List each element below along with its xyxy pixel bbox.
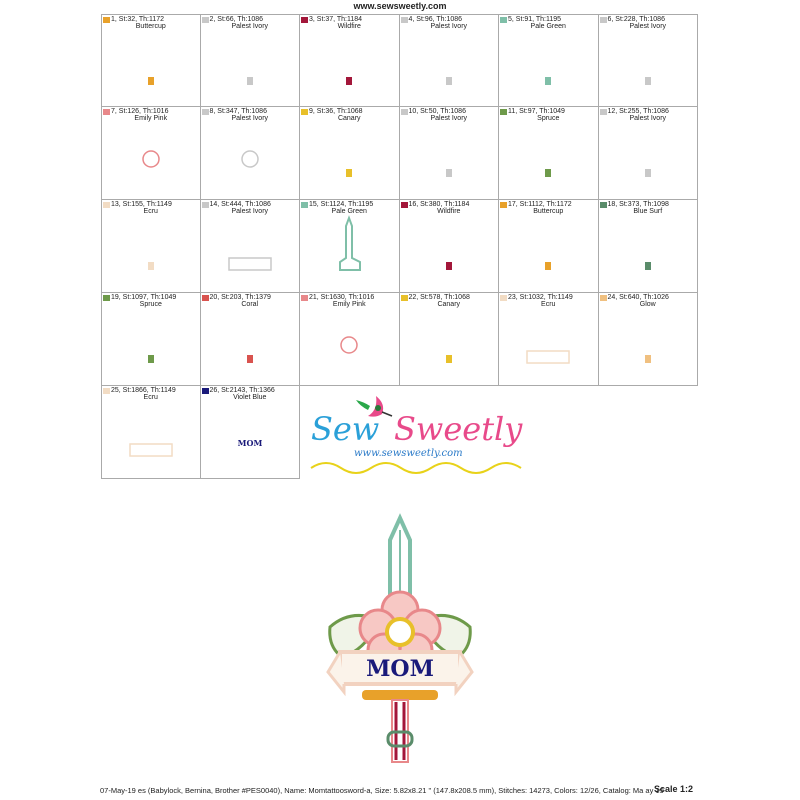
color-cell <box>201 200 301 293</box>
thread-name: Ecru <box>143 208 158 215</box>
thread-name: Spruce <box>139 301 162 308</box>
color-stitch-info: 25, St:1866, Th:1149 <box>111 387 176 394</box>
color-stitch-info: 3, St:37, Th:1184 <box>309 16 363 23</box>
stitch-preview <box>201 200 299 292</box>
thread-name: Pale Green <box>331 208 367 215</box>
stitch-preview <box>599 293 697 385</box>
thread-name: Emily Pink <box>332 301 366 308</box>
thread-name: Buttercup <box>135 23 166 30</box>
color-stitch-info: 8, St:347, Th:1086 <box>209 108 267 115</box>
thread-name: Palest Ivory <box>430 23 468 30</box>
stitch-preview <box>201 293 299 385</box>
color-cell <box>201 107 301 200</box>
site-url: www.sewsweetly.com <box>353 1 447 11</box>
stitch-preview <box>300 293 398 385</box>
stitch-preview <box>300 15 398 107</box>
color-stitch-info: 12, St:255, Th:1086 <box>607 108 669 115</box>
color-stitch-info: 2, St:66, Th:1086 <box>209 16 264 23</box>
color-stitch-info: 14, St:444, Th:1086 <box>209 201 271 208</box>
thread-name: Palest Ivory <box>231 115 269 122</box>
color-cell <box>101 200 201 293</box>
color-cell <box>300 200 400 293</box>
color-cell <box>101 107 201 200</box>
color-stitch-info: 5, St:91, Th:1195 <box>508 16 562 23</box>
thread-name: Violet Blue <box>233 394 267 401</box>
thread-name: Coral <box>241 301 259 308</box>
color-stitch-info: 9, St:36, Th:1068 <box>309 108 363 115</box>
footer-info: 07-May-19 es (Babylock, Bernina, Brother #PES0040), Name: Momtattoosword-a, Size: 5.82x8.21 " (147.8x208.5 mm), Stitches: 14273, Colors: 12/26, Catalog: Ma ay 19 <box>100 786 664 795</box>
stitch-preview <box>102 293 200 385</box>
thread-name: Emily Pink <box>134 115 168 122</box>
color-stitch-info: 19, St:1097, Th:1049 <box>111 294 177 301</box>
color-cell <box>599 200 699 293</box>
crossguard <box>362 690 438 700</box>
stitch-preview <box>300 200 398 292</box>
color-cell <box>499 14 599 107</box>
color-stitch-info: 15, St:1124, Th:1195 <box>309 201 374 208</box>
color-stitch-info: 22, St:578, Th:1068 <box>408 294 470 301</box>
color-stitch-info: 1, St:32, Th:1172 <box>111 16 165 23</box>
color-cell <box>201 14 301 107</box>
thread-name: Canary <box>437 301 461 308</box>
stitch-preview <box>201 15 299 107</box>
thread-name: Spruce <box>537 115 560 122</box>
color-cell <box>300 293 400 386</box>
stitch-preview <box>201 107 299 199</box>
thread-name: Palest Ivory <box>231 23 269 30</box>
color-cell <box>300 14 400 107</box>
thread-name: Palest Ivory <box>231 208 269 215</box>
stitch-preview <box>102 15 200 107</box>
svg-text:www.sewsweetly.com: www.sewsweetly.com <box>354 448 463 459</box>
scale-label: Scale 1:2 <box>654 784 694 794</box>
color-cell <box>101 14 201 107</box>
svg-text:Sweetly: Sweetly <box>394 410 523 448</box>
color-cell <box>300 107 400 200</box>
color-stitch-info: 23, St:1032, Th:1149 <box>508 294 573 301</box>
stitch-preview <box>400 200 498 292</box>
color-cell <box>499 293 599 386</box>
svg-text:Sew: Sew <box>311 410 380 448</box>
stitch-preview <box>599 15 697 107</box>
thread-name: Wildfire <box>337 23 361 30</box>
thread-name: Wildfire <box>437 208 461 215</box>
color-cell <box>201 293 301 386</box>
stitch-preview <box>599 107 697 199</box>
thread-name: Palest Ivory <box>629 23 667 30</box>
color-stitch-info: 6, St:228, Th:1086 <box>607 16 665 23</box>
color-cell <box>499 107 599 200</box>
color-stitch-info: 4, St:96, Th:1086 <box>408 16 463 23</box>
sew-sweetly-logo <box>306 388 536 478</box>
thread-name: Buttercup <box>533 208 564 215</box>
color-cell <box>400 200 500 293</box>
cell-mom-text: MOM <box>237 438 262 448</box>
stitch-preview <box>400 293 498 385</box>
color-stitch-info: 7, St:126, Th:1016 <box>111 108 169 115</box>
color-cell <box>201 386 301 479</box>
stitch-preview <box>400 15 498 107</box>
color-stitch-info: 24, St:640, Th:1026 <box>607 294 669 301</box>
stitch-preview <box>599 200 697 292</box>
stitch-preview <box>102 200 200 292</box>
thread-name: Ecru <box>541 301 556 308</box>
thread-name: Canary <box>337 115 361 122</box>
stitch-preview <box>300 107 398 199</box>
color-cell <box>101 386 201 479</box>
color-stitch-info: 20, St:203, Th:1379 <box>209 294 271 301</box>
stitch-preview <box>499 15 597 107</box>
color-cell <box>599 293 699 386</box>
stitch-preview <box>499 293 597 385</box>
stitch-preview <box>102 107 200 199</box>
banner-text: MOM <box>366 656 434 682</box>
thread-name: Palest Ivory <box>430 115 468 122</box>
stitch-preview <box>499 200 597 292</box>
color-stitch-info: 10, St:50, Th:1086 <box>408 108 466 115</box>
color-cell <box>599 107 699 200</box>
color-stitch-info: 16, St:380, Th:1184 <box>408 201 470 208</box>
color-stitch-info: 17, St:1112, Th:1172 <box>508 201 572 208</box>
color-cell <box>499 200 599 293</box>
stitch-preview <box>102 386 200 478</box>
color-stitch-info: 26, St:2143, Th:1366 <box>209 387 275 394</box>
color-cell <box>599 14 699 107</box>
thread-name: Blue Surf <box>633 208 663 215</box>
color-cell <box>101 293 201 386</box>
color-cell <box>400 293 500 386</box>
color-cell <box>400 14 500 107</box>
embroidery-design-preview <box>300 512 500 782</box>
thread-name: Palest Ivory <box>629 115 667 122</box>
color-cell <box>400 107 500 200</box>
color-stitch-info: 21, St:1630, Th:1016 <box>309 294 375 301</box>
color-stitch-info: 13, St:155, Th:1149 <box>111 201 172 208</box>
stitch-preview <box>400 107 498 199</box>
color-stitch-info: 18, St:373, Th:1098 <box>607 201 669 208</box>
color-stitch-info: 11, St:97, Th:1049 <box>508 108 565 115</box>
stitch-preview <box>499 107 597 199</box>
stitch-preview <box>201 386 299 478</box>
thread-name: Glow <box>639 301 656 308</box>
thread-name: Pale Green <box>530 23 566 30</box>
thread-name: Ecru <box>143 394 158 401</box>
